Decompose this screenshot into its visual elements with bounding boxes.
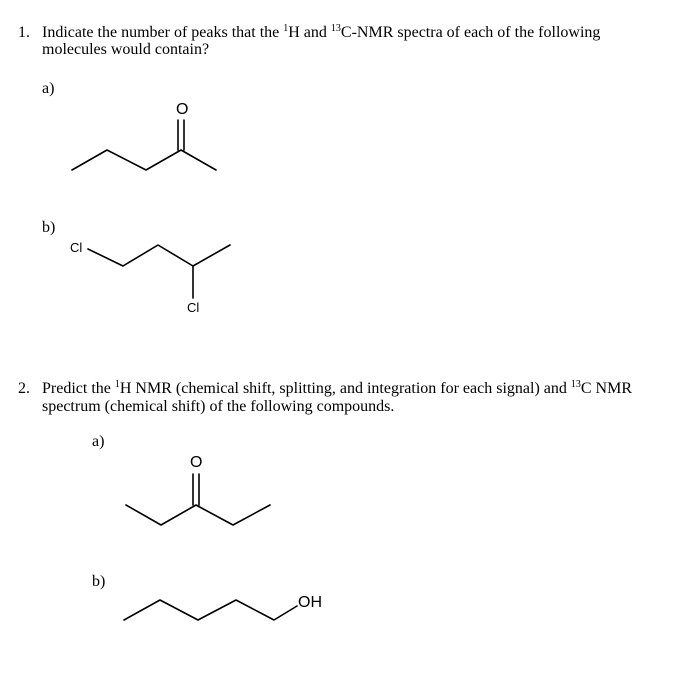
question-2-part-b-hydroxyl-label: OH <box>298 594 322 611</box>
question-2-sup-1h: 1 <box>114 379 120 390</box>
question-2-text-pre: Predict the <box>42 380 115 397</box>
question-1-text-mid: H and <box>288 24 331 41</box>
question-2-text-mid: H NMR (chemical shift, splitting, and integration for each signal) and <box>119 380 571 397</box>
question-1-part-b-label: b) <box>42 219 56 236</box>
question-2-part-b-chain-bond <box>124 600 297 620</box>
question-1-number: 1. <box>18 24 30 41</box>
question-2-part-a-label: a) <box>92 433 105 450</box>
question-1-part-a-label: a) <box>42 80 55 97</box>
question-2-part-a-oxygen-label: O <box>190 454 203 471</box>
question-1-text-post: C-NMR spectra of each of the following <box>340 24 601 41</box>
question-1-part-b-chlorine-label-2: Cl <box>187 300 200 315</box>
question-1-sup-13c: 13 <box>330 23 341 34</box>
question-2-text-post: C NMR <box>580 380 632 397</box>
question-1-text-pre: Indicate the number of peaks that the <box>42 24 284 41</box>
question-1-part-a-oxygen-label: O <box>176 101 189 118</box>
question-2-text-line2: spectrum (chemical shift) of the following compounds. <box>42 398 395 415</box>
question-1-part-b-chlorine-label-1: Cl <box>70 240 83 255</box>
question-1-sup-1h: 1 <box>283 23 289 34</box>
question-2-part-b-label: b) <box>92 573 106 590</box>
question-2-sup-13c: 13 <box>570 379 581 390</box>
question-1-text-line2: molecules would contain? <box>42 41 210 58</box>
question-2-number: 2. <box>18 380 30 397</box>
